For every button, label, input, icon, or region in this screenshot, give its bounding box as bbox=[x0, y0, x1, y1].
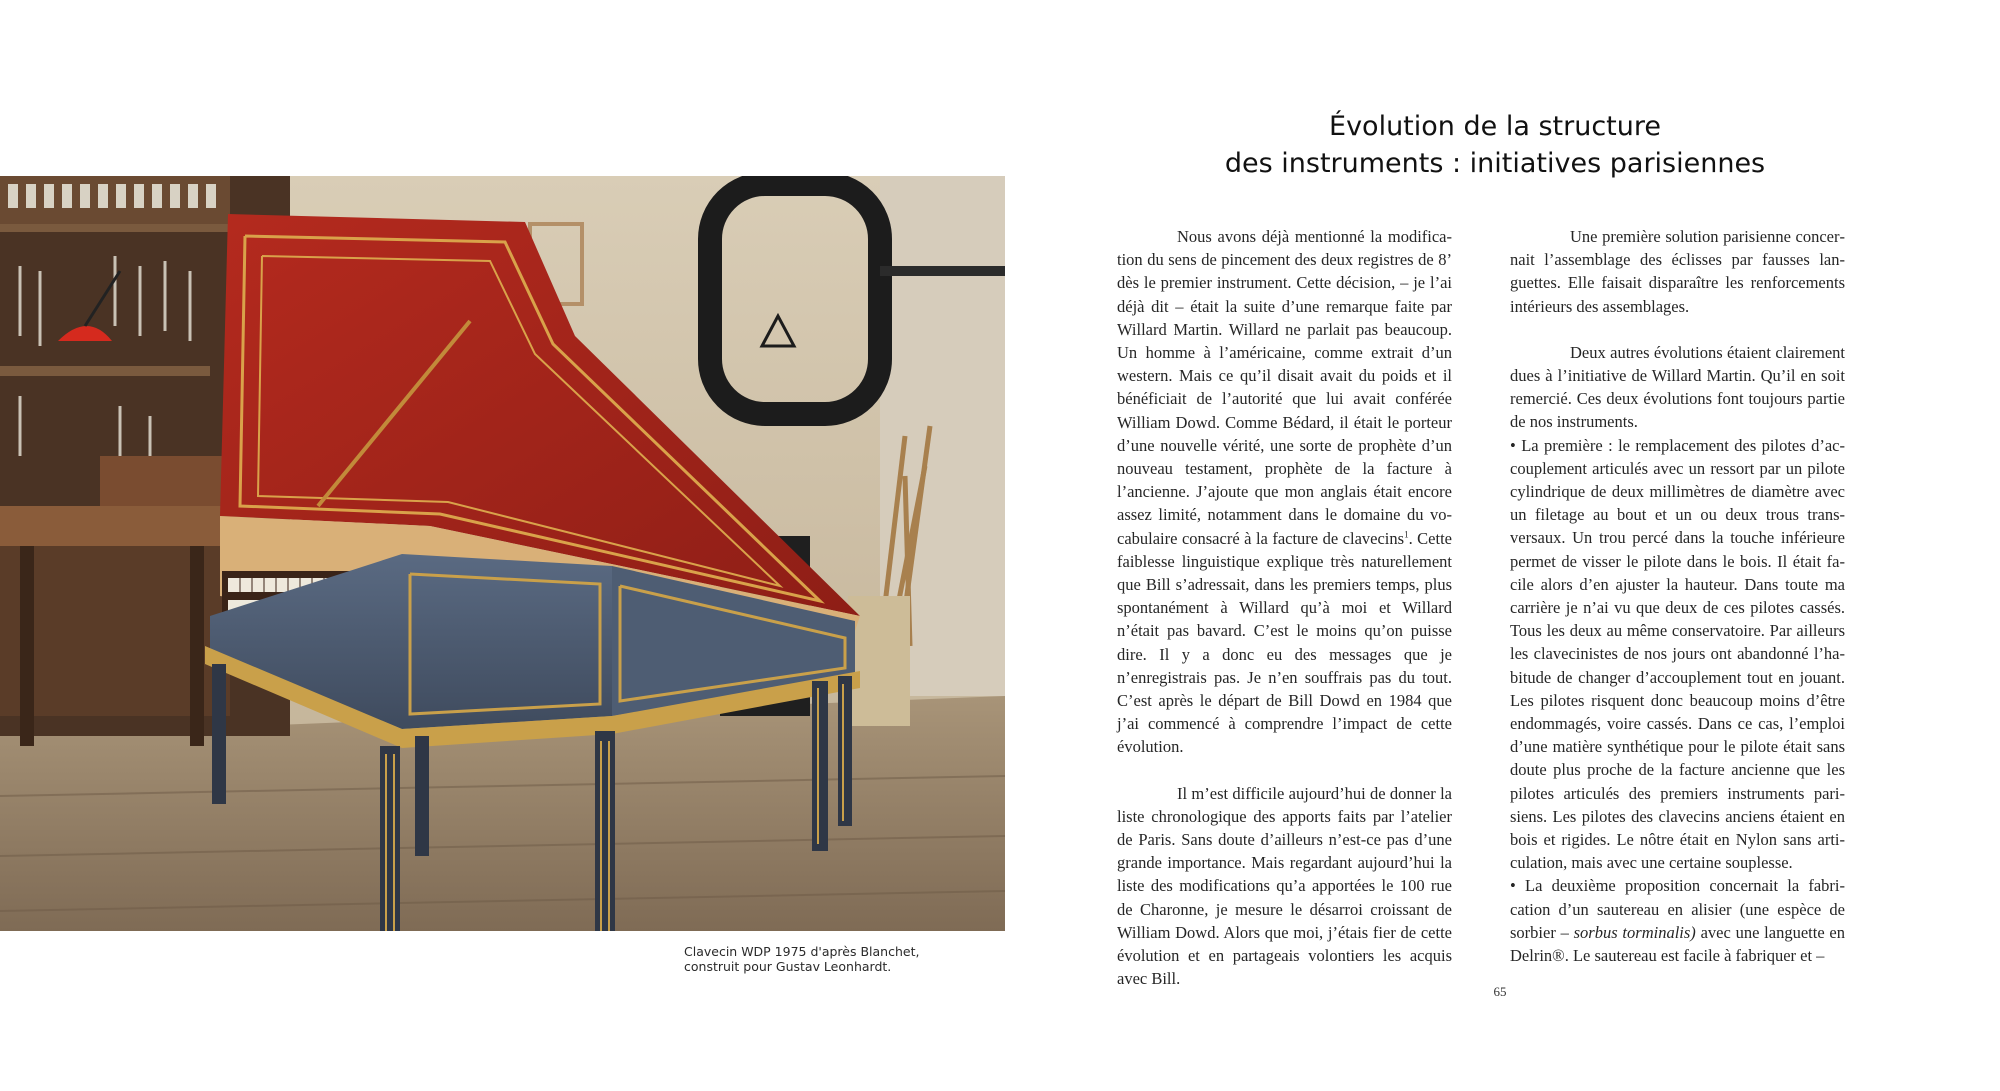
latin-name: sorbus torminalis) bbox=[1573, 922, 1696, 942]
paragraph-text: avec une languette en Delrin®. Le sautereau est facile à fabriquer et – bbox=[1510, 922, 1845, 966]
paragraph-text: • La deuxième proposition concernait la fabrication d’un sautereau en alisier (une espèce de sorbier – bbox=[1510, 876, 1845, 942]
text-column-left bbox=[1117, 225, 1452, 991]
paragraph-text: . Cette faiblesse linguistique explique très naturellement que Bill s’adressait, dans les premiers temps, plus spontanément à Willard qu’à moi et Willard n’était pas bavard. C’est le moins qu’on puisse dire. Il y a donc eu des messages que je n’enregistrais pas. Je n’en souffrais pas du tout. C’est après le départ de Bill Dowd en 1984 que j’ai commencé à comprendre l’impact de cette évolution. bbox=[1117, 528, 1452, 757]
paragraph-text: Nous avons déjà mentionné la modification du sens de pincement des deux registres de 8’ dès le premier instrument. Cette décision, – je l’ai déjà dit – était la suite d’une remarque faite par Willard Martin. Willard ne parlait pas beaucoup. Un homme à l’américaine, comme extrait d’un western. Mais ce qu’il disait avait du poids et il bénéficiait de l’autorité que lui avait conférée William Dowd. Comme Bédard, il était le porteur d’une nouvelle vérité, une sorte de prophète d’un nouveau testament, prophète de la facture à l’ancienne. J’ajoute que mon anglais était encore assez limité, notamment dans le domaine du vocabulaire consacré à la facture de clavecins bbox=[1117, 227, 1452, 548]
bullet-paragraph bbox=[1510, 874, 1845, 967]
photo-illustration bbox=[0, 176, 1005, 931]
paragraph: Deux autres évolutions étaient clairement dues à l’initiative de Willard Martin. Qu’il en soit remercié. Ces deux évolutions font toujours partie de nos instruments. bbox=[1510, 342, 1845, 432]
footnote-reference: 1 bbox=[1404, 529, 1409, 540]
photo-caption bbox=[684, 944, 974, 974]
paragraph: Une première solution parisienne concernait l’assemblage des éclisses par fausses languettes. Elle faisait disparaître les renforcements intérieurs des assemblages. bbox=[1510, 227, 1845, 316]
page-number: 65 bbox=[1493, 984, 1507, 999]
text-column-right bbox=[1510, 225, 1845, 967]
caption-line-2: construit pour Gustav Leonhardt. bbox=[684, 959, 892, 974]
bullet-paragraph: • La première : le remplacement des pilotes d’accouplement articulés avec un ressort par un pilote cylindrique de deux millimètres de diamètre avec un filetage au bout et un ou deux trous transversaux. Un trou percé dans la touche inférieure permet de visser le pilote dans le bois. Il était facile alors d’en ajuster la hauteur. Dans toute ma carrière je n’ai vu que deux de ces pilotes cassés. Tous les deux au même conservatoire. Par ailleurs les clavecinistes de nos jours ont abandonné l’habitude de changer d’accouplement tout en jouant. Les pilotes risquent donc beaucoup moins d’être endommagés, voire cassés. Dans ce cas, l’emploi d’une matière synthétique pour le pilote était sans doute plus proche de la facture ancienne que les pilotes articulés des premiers instruments parisiens. Les pilotes des clavecins anciens étaient en bois et rigides. Le nôtre était en Nylon sans articulation, mais avec une certaine souplesse. bbox=[1510, 435, 1845, 873]
harpsichord-photo bbox=[0, 176, 1005, 931]
chapter-title bbox=[1117, 108, 1873, 182]
paragraph bbox=[1117, 225, 1452, 759]
paragraph: Il m’est difficile aujourd’hui de donner la liste chronologique des apports faits par l’atelier de Paris. Sans doute d’ailleurs n’est-ce pas d’une grande importance. Mais regardant aujourd’hui la liste des modifications qu’a apportées le 100 rue de Charonne, je mesure le désarroi croissant de William Dowd. Alors que moi, j’étais fier de cette évolution et en partageais volontiers les acquis avec Bill. bbox=[1117, 783, 1452, 989]
chapter-title-line-1: Évolution de la structure bbox=[1329, 111, 1661, 142]
chapter-title-line-2: des instruments : initiatives parisiennes bbox=[1224, 148, 1766, 179]
caption-line-1: Clavecin WDP 1975 d'après Blanchet, bbox=[684, 944, 920, 959]
